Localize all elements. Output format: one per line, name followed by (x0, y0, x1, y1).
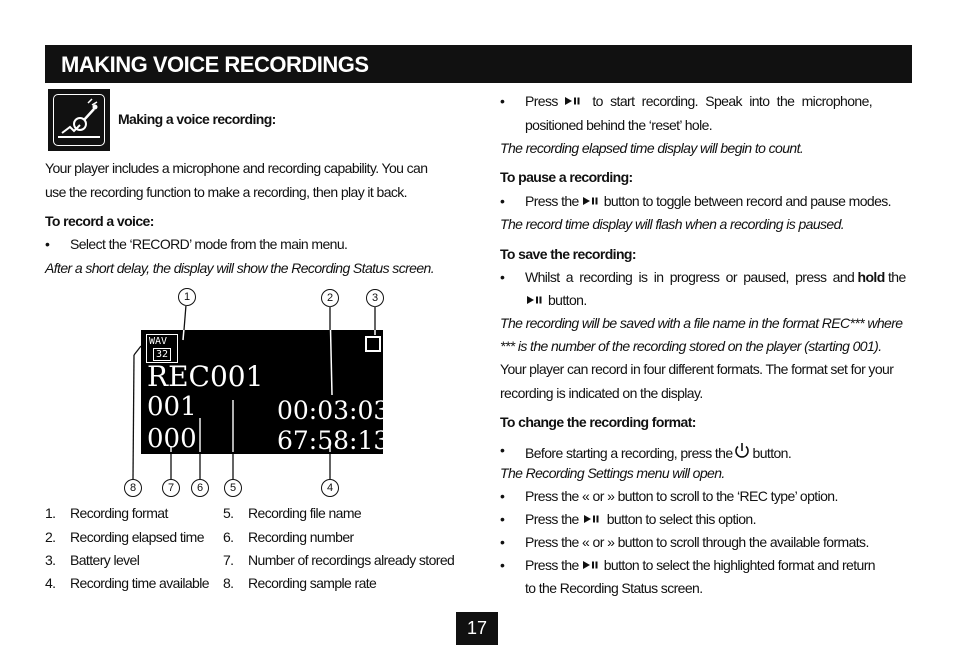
change-line-5 (525, 557, 875, 573)
lcd-available: 67:58:13 (277, 426, 390, 455)
previous-icon: « (582, 488, 590, 504)
page-number: 17 (456, 612, 498, 645)
record-heading: To record a voice: (45, 213, 154, 229)
bullet-dot: • (500, 534, 505, 550)
bullet-dot: • (500, 442, 505, 458)
lcd-stored: 000 (147, 424, 197, 454)
change4-text: Press the (525, 534, 579, 550)
start-note: The recording elapsed time display will begin to count. (500, 140, 804, 156)
bullet-dot: • (500, 193, 505, 209)
start-line-2: positioned behind the ‘reset’ hole. (525, 117, 713, 133)
legend-text-3: Battery level (70, 552, 140, 568)
start-press: Press (525, 93, 558, 109)
callout-5: 5 (224, 479, 242, 497)
next-icon: » (607, 488, 615, 504)
change-line-5b: to the Recording Status screen. (525, 580, 703, 596)
change-line-1 (525, 442, 791, 463)
legend-text-2: Recording elapsed time (70, 529, 204, 545)
play-pause-icon (561, 93, 589, 109)
save-line-2 (525, 292, 587, 308)
pause-rest: button to toggle between record and pause modes. (603, 193, 891, 209)
bullet-dot: • (500, 488, 505, 504)
change2-rest: button to scroll to the ‘REC type’ option. (617, 488, 838, 504)
change-line-3 (525, 511, 756, 527)
intro-line-1: Your player includes a microphone and recording capability. You can (45, 160, 428, 176)
callout-6: 6 (191, 479, 209, 497)
intro-line-2: use the recording function to make a recording, then play it back. (45, 184, 407, 200)
change2-text: Press the (525, 488, 579, 504)
save-button-text: button. (548, 292, 587, 308)
pause-press: Press the (525, 193, 579, 209)
callout-8: 8 (124, 479, 142, 497)
save-the: the (887, 269, 906, 285)
legend-num-1: 1. (45, 505, 56, 521)
format-top: WAV (149, 336, 168, 347)
bullet-dot: • (500, 93, 505, 109)
save-note-1: The recording will be saved with a file name in the format REC*** where (500, 315, 903, 331)
save-heading: To save the recording: (500, 246, 636, 262)
bullet-dot: • (500, 511, 505, 527)
format-bottom: 32 (153, 348, 171, 361)
change1-text: Before starting a recording, press the (525, 445, 733, 461)
legend-text-6: Recording number (248, 529, 354, 545)
section-title: MAKING VOICE RECORDINGS (61, 52, 369, 77)
formats-line-1: Your player can record in four different formats. The format set for your (500, 361, 894, 377)
record-note: After a short delay, the display will show the Recording Status screen. (45, 260, 435, 276)
bullet-dot: • (500, 269, 505, 285)
save-text: Whilst a recording is in progress or paused, press and (525, 269, 855, 285)
previous-icon: « (582, 534, 590, 550)
legend-text-5: Recording file name (248, 505, 362, 521)
callout-2: 2 (321, 289, 339, 307)
play-pause-icon (579, 557, 604, 573)
change4-rest: button to scroll through the available formats. (617, 534, 869, 550)
legend-num-4: 4. (45, 575, 56, 591)
callout-4: 4 (321, 479, 339, 497)
subheading: Making a voice recording: (118, 111, 276, 127)
change4-or: or (592, 534, 604, 550)
legend-text-8: Recording sample rate (248, 575, 377, 591)
power-icon (733, 442, 753, 463)
start-line (525, 93, 909, 109)
lcd-filename: REC001 (147, 360, 264, 393)
lcd-number: 001 (147, 392, 197, 422)
play-pause-icon (579, 511, 607, 527)
play-pause-icon (579, 193, 604, 209)
formats-line-2: recording is indicated on the display. (500, 385, 703, 401)
play-pause-icon (525, 292, 548, 308)
legend-num-6: 6. (223, 529, 234, 545)
save-note-2: *** is the number of the recording stored on the player (starting 001). (500, 338, 882, 354)
change5-rest: button to select the highlighted format and return (603, 557, 875, 573)
change-line-4 (525, 534, 869, 550)
legend-num-5: 5. (223, 505, 234, 521)
change1-button: button. (752, 445, 792, 461)
legend-num-7: 7. (223, 552, 234, 568)
callout-1: 1 (178, 288, 196, 306)
change-heading: To change the recording format: (500, 414, 696, 430)
legend-num-8: 8. (223, 575, 234, 591)
legend-num-2: 2. (45, 529, 56, 545)
pause-line (525, 193, 891, 209)
change3-rest: button to select this option. (606, 511, 756, 527)
callout-7: 7 (162, 479, 180, 497)
save-hold: hold (857, 269, 885, 285)
change5-text: Press the (525, 557, 579, 573)
start-rest: to start recording. Speak into the microphone, (592, 93, 873, 109)
legend-text-7: Number of recordings already stored (248, 552, 455, 568)
pause-heading: To pause a recording: (500, 169, 633, 185)
next-icon: » (607, 534, 615, 550)
legend-num-3: 3. (45, 552, 56, 568)
legend-text-4: Recording time available (70, 575, 209, 591)
callout-3: 3 (366, 289, 384, 307)
change-note: The Recording Settings menu will open. (500, 465, 725, 481)
bullet-dot: • (500, 557, 505, 573)
bullet-dot: • (45, 236, 50, 252)
save-line (525, 269, 906, 285)
change-line-2 (525, 488, 838, 504)
legend-text-1: Recording format (70, 505, 168, 521)
record-bullet: Select the ‘RECORD’ mode from the main menu. (70, 236, 348, 252)
pause-note: The record time display will flash when a recording is paused. (500, 216, 845, 232)
lcd-elapsed: 00:03:03 (277, 396, 390, 425)
change2-or: or (592, 488, 604, 504)
change3-text: Press the (525, 511, 579, 527)
